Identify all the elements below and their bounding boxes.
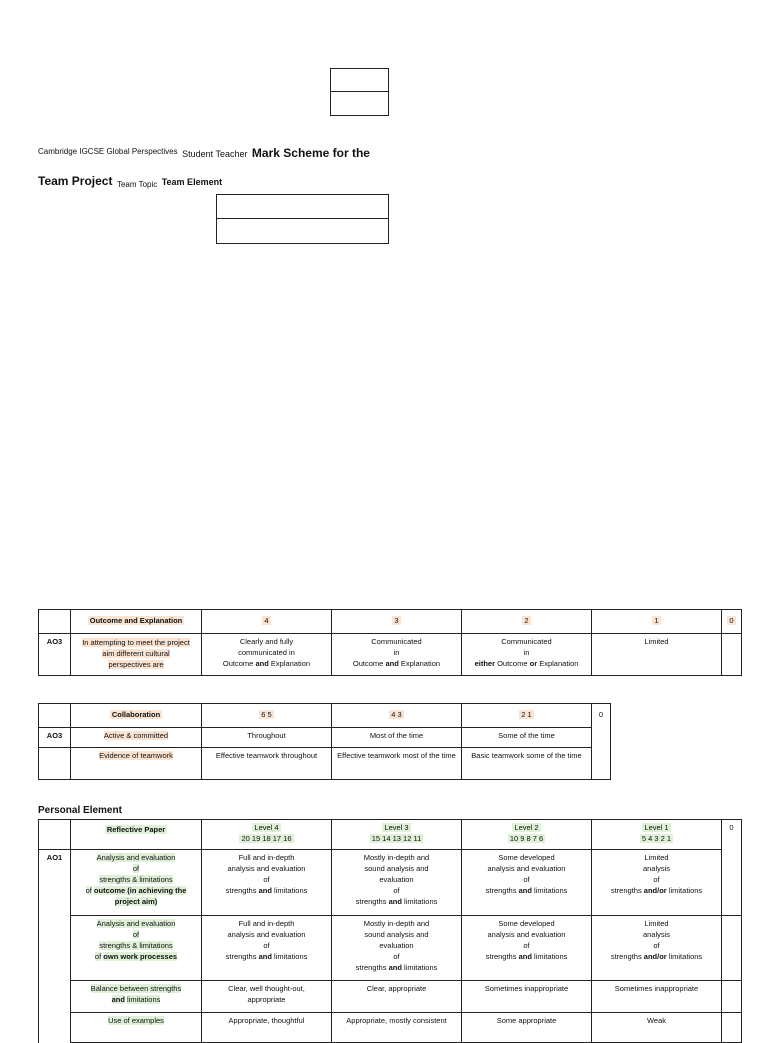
reflective-criterion: Use of examples xyxy=(71,1013,202,1043)
reflective-cell: Mostly in-depth and sound analysis and evaluation of strengths and limitations xyxy=(332,850,462,916)
collab-criterion: Active & committed xyxy=(71,728,202,748)
collab-ao-empty xyxy=(39,748,71,780)
outcome-corner xyxy=(39,610,71,634)
reflective-cell: Full and in-depth analysis and evaluation of strengths and limitations xyxy=(202,916,332,981)
outcome-cell: Clearly and fully communicated in Outcome and Explanation xyxy=(202,634,332,676)
outcome-mark: 3 xyxy=(332,610,462,634)
name-blank-box[interactable] xyxy=(216,194,389,244)
reflective-paper-table xyxy=(38,819,742,1043)
reflective-zero-cell xyxy=(722,850,742,916)
outcome-mark: 0 xyxy=(722,610,742,634)
reflective-cell: Some developed analysis and evaluation of strengths and limitations xyxy=(462,850,592,916)
personal-element-heading: Personal Element xyxy=(38,805,122,816)
reflective-cell: Sometimes inappropriate xyxy=(592,981,722,1013)
reflective-cell: Sometimes inappropriate xyxy=(462,981,592,1013)
reflective-cell: Limited analysis of strengths and/or limitations xyxy=(592,850,722,916)
top-blank-box-row[interactable] xyxy=(331,69,388,92)
header-student-teacher: Student Teacher xyxy=(182,149,248,159)
reflective-cell: Full and in-depth analysis and evaluation of strengths and limitations xyxy=(202,850,332,916)
outcome-table xyxy=(38,609,742,676)
outcome-mark: 1 xyxy=(592,610,722,634)
reflective-cell: Clear, appropriate xyxy=(332,981,462,1013)
reflective-cell: Appropriate, mostly consistent xyxy=(332,1013,462,1043)
reflective-cell: Some developed analysis and evaluation of strengths and limitations xyxy=(462,916,592,981)
header-line-1 xyxy=(38,144,370,162)
collab-mark: 0 xyxy=(592,704,611,728)
header-line-2 xyxy=(38,172,222,190)
collab-cell: Basic teamwork some of the time xyxy=(462,748,592,780)
reflective-zero-cell xyxy=(722,916,742,981)
header-mark-scheme: Mark Scheme for the xyxy=(251,146,370,160)
reflective-cell: Weak xyxy=(592,1013,722,1043)
reflective-criterion: Analysis and evaluation of strengths & limitations of own work processes xyxy=(71,916,202,981)
level-header: Level 3 15 14 13 12 11 xyxy=(332,820,462,850)
name-blank-box-row[interactable] xyxy=(217,219,388,243)
reflective-ao-empty xyxy=(39,916,71,981)
outcome-mark: 4 xyxy=(202,610,332,634)
collab-title: Collaboration xyxy=(71,704,202,728)
reflective-cell: Mostly in-depth and sound analysis and evaluation of strengths and limitations xyxy=(332,916,462,981)
collab-cell: Effective teamwork most of the time xyxy=(332,748,462,780)
reflective-cell: Limited analysis of strengths and/or limitations xyxy=(592,916,722,981)
top-blank-box-row[interactable] xyxy=(331,92,388,115)
collab-cell: Effective teamwork throughout xyxy=(202,748,332,780)
collab-criterion: Evidence of teamwork xyxy=(71,748,202,780)
header-team-element: Team Element xyxy=(161,177,223,187)
top-blank-box[interactable] xyxy=(330,68,389,116)
reflective-cell: Clear, well thought-out, appropriate xyxy=(202,981,332,1013)
outcome-cell: Limited xyxy=(592,634,722,676)
collab-cell xyxy=(592,728,611,748)
collab-mark: 2 1 xyxy=(462,704,592,728)
collab-mark: 4 3 xyxy=(332,704,462,728)
outcome-mark: 2 xyxy=(462,610,592,634)
collab-cell: Throughout xyxy=(202,728,332,748)
name-blank-box-row[interactable] xyxy=(217,195,388,219)
outcome-cell: Communicated in either Outcome or Explanation xyxy=(462,634,592,676)
reflective-cell: Appropriate, thoughtful xyxy=(202,1013,332,1043)
reflective-cell: Some appropriate xyxy=(462,1013,592,1043)
outcome-cell: Communicated in Outcome and Explanation xyxy=(332,634,462,676)
collab-cell xyxy=(592,748,611,780)
collab-corner xyxy=(39,704,71,728)
header-team-topic: Team Topic xyxy=(116,180,158,189)
reflective-zero-cell xyxy=(722,1013,742,1043)
level-header: Level 4 20 19 18 17 16 xyxy=(202,820,332,850)
collab-cell: Some of the time xyxy=(462,728,592,748)
level-zero: 0 xyxy=(722,820,742,850)
outcome-title: Outcome and Explanation xyxy=(71,610,202,634)
reflective-ao-empty xyxy=(39,1013,71,1043)
reflective-criterion: Balance between strengths and limitations xyxy=(71,981,202,1013)
reflective-title: Reflective Paper xyxy=(71,820,202,850)
collab-cell: Most of the time xyxy=(332,728,462,748)
reflective-ao-empty xyxy=(39,981,71,1013)
outcome-ao: AO3 xyxy=(39,634,71,676)
reflective-ao: AO1 xyxy=(39,850,71,916)
header-team-project: Team Project xyxy=(38,174,113,188)
outcome-cell xyxy=(722,634,742,676)
collab-mark: 6 5 xyxy=(202,704,332,728)
header-qualification: Cambridge IGCSE Global Perspectives xyxy=(38,147,178,156)
collab-ao: AO3 xyxy=(39,728,71,748)
level-header: Level 1 5 4 3 2 1 xyxy=(592,820,722,850)
reflective-criterion: Analysis and evaluation of strengths & limitations of outcome (in achieving the project aim) xyxy=(71,850,202,916)
reflective-corner xyxy=(39,820,71,850)
outcome-criterion: In attempting to meet the project aim different cultural perspectives are xyxy=(71,634,202,676)
reflective-zero-cell xyxy=(722,981,742,1013)
collaboration-table xyxy=(38,703,611,780)
level-header: Level 2 10 9 8 7 6 xyxy=(462,820,592,850)
